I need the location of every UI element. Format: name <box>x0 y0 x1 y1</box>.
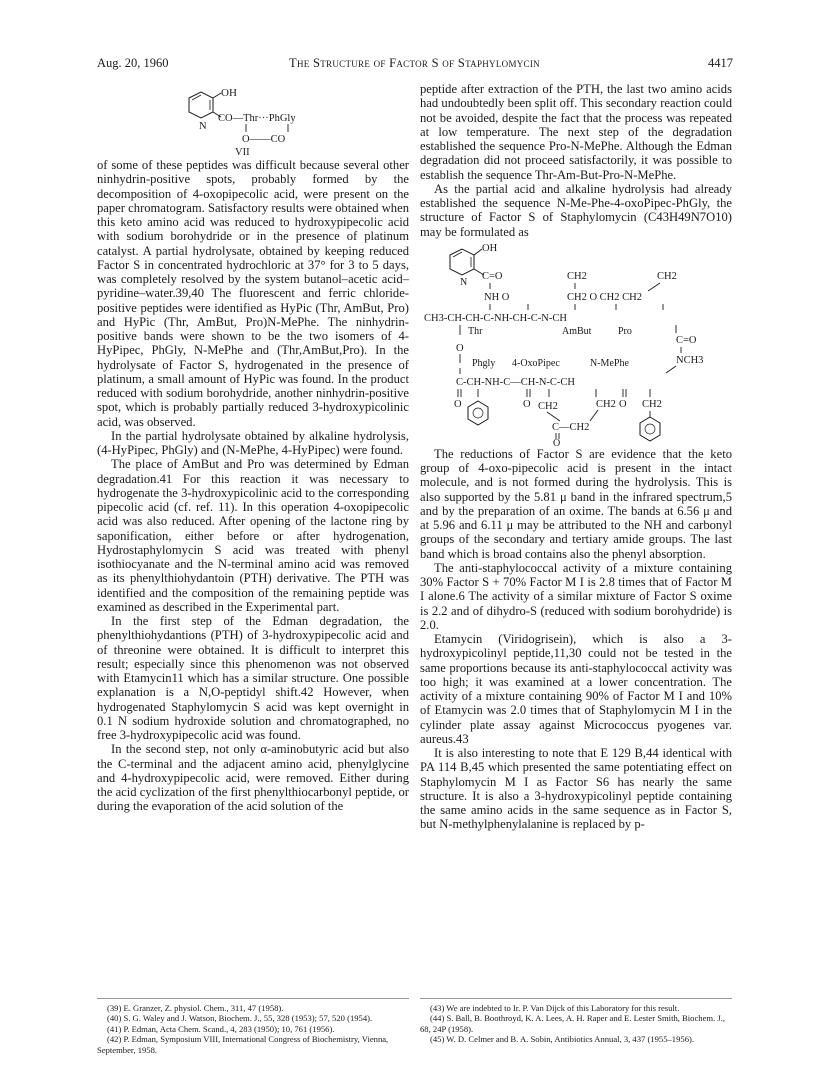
fig-vii-oh: OH <box>221 87 237 99</box>
fig-vii-n: N <box>199 121 207 132</box>
footnote-42: (42) P. Edman, Symposium VIII, International Congress of Biochemistry, Vienna, September, 1958. <box>97 1034 389 1055</box>
footnote-39: (39) E. Granzer, Z. physiol. Chem., 311, 47 (1958). <box>107 1003 284 1013</box>
struct-thr: Thr <box>468 325 483 337</box>
struct-nch3: NCH3 <box>676 354 704 366</box>
left-paragraph-3: The place of AmBut and Pro was determined by Edman degradation.41 For this reaction it was necessary to hydrogenate the 3-hydroxypicolinic acid to the corresponding pipecolic acid (cf. ref. 11). In this operation 4-oxopipecolic acid was also reduced. After opening of the lactone ring by saponification, either before or after hydrogenation, Hydrostaphylomycin S acid was treated with phenyl isothiocyanate and the N-terminal amino acid was removed as its phenylthiohydantoin (PTH) derivative. The PTH was identified and the composition of the remaining peptide was examined as described in the Experimental part. <box>97 457 409 614</box>
fig-vii-label: VII <box>235 147 250 158</box>
right-paragraph-5: Etamycin (Viridogrisein), which is also a 3-hydroxypicolinyl peptide,11,30 could not be tested in the same proportions because its anti-staphylococcal activity was too high; it was examined at a lower concentration. The activity of a mixture containing 90% of Factor M I and 10% of Etamycin was 2.0 times that of Staphylomycin M I in the cylinder plate assay against Micrococcus pyogenes var. aureus.43 <box>420 632 732 746</box>
struct-phgly: Phgly <box>472 357 496 369</box>
struct-c-eq-o-right: C=O <box>676 334 697 346</box>
struct-c-ch2: C—CH2 <box>552 421 590 433</box>
struct-ch2-b: CH2 <box>657 270 677 282</box>
struct-o-mid: O <box>619 398 627 410</box>
struct-ch2-a: CH2 <box>567 270 587 282</box>
fig-vii-chain: CO—Thr···PhGly <box>218 113 296 124</box>
footnotes-right <box>420 1003 732 1045</box>
struct-ch2-d: CH2 <box>596 398 616 410</box>
struct-pro: Pro <box>618 325 632 337</box>
fig-vii-ring-bottom: O——CO <box>242 134 286 145</box>
factor-s-structure <box>420 239 732 447</box>
right-paragraph-2: As the partial acid and alkaline hydrolysis had already established the sequence N-Me-Phe-4-oxoPipec-PhGly, the structure of Factor S of Staphylomycin (C43H49N7O10) may be formulated as <box>420 181 732 239</box>
left-paragraph-1: of some of these peptides was difficult because several other ninhydrin-positive spots, probably formed by the decomposition of 4-oxopipecolic acid, were present on the paper chromatogram. Satisfactory results were obtained when this keto amino acid was reduced to hydroxypipecolic acid with sodium borohydride or in the presence of platinum catalyst. A partial hydrolysate, obtained by keeping reduced Factor S in concentrated hydrochloric at 37° for 3 to 5 days, was completely resolved by the system butanol–acetic acid–pyridine–water.39,40 The fluorescent and ferric chloride-positive peptides were identified as HyPic (Thr, AmBut, Pro) and HyPic (Thr, AmBut, Pro)N-MePhe. The ninhydrin-positive bands were shown to be the two isomers of 4-HyPipec, PhGly, N-MePhe and (Thr,AmBut,Pro). In the hydrolysate of Factor S, hydrogenated in the presence of platinum, a small amount of HyPic was found. In the product reduced with sodium borohydride, another ninhydrin-positive spot, which is probably partially reduced 3-hydroxypicolinic acid, was observed. <box>97 158 409 429</box>
struct-nmephe: N-MePhe <box>590 357 629 369</box>
footnotes-left <box>97 1003 409 1055</box>
footnote-rule-right <box>420 998 732 999</box>
left-paragraph-5: In the second step, not only α-aminobutyric acid but also the C-terminal and the adjacent amino acid, phenylglycine and 4-hydroxypipecolic acid, were removed. Either during the acid cyclization of the first phenylthiocarbonyl peptide, or during the evaporation of the acid solution of the <box>97 742 409 814</box>
footnote-44: (44) S. Ball, B. Boothroyd, K. A. Lees, A. H. Raper and E. Lester Smith, Biochem. J., 68, 24P (1958). <box>420 1013 726 1034</box>
struct-ch2-o-ch2: CH2 O CH2 CH2 <box>567 291 642 303</box>
struct-main-chain: CH3-CH-CH-C-NH-CH-C-N-CH <box>424 312 567 324</box>
struct-ch2-e: CH2 <box>642 398 662 410</box>
header-date: Aug. 20, 1960 <box>97 56 169 70</box>
right-paragraph-1: peptide after extraction of the PTH, the last two amino acids had undoubtedly been split off. This secondary reaction could not be avoided, despite the fact that the process was repeated at low temperature. The next step of the degradation established the sequence Pro-N-MePhe. Although the Edman degradation did not proceed satisfactorily, it was possible to establish the sequence Thr-Am-But-Pro-N-MePhe. <box>420 82 732 182</box>
struct-lower-chain: C-CH-NH-C—CH-N-C-CH <box>456 376 575 388</box>
struct-o-final: O <box>553 437 561 447</box>
page-number: 4417 <box>708 56 733 70</box>
factor-s-structure-drawing <box>420 239 732 447</box>
figure-vii <box>97 82 409 158</box>
struct-c-eq-o-top: C=O <box>482 270 503 282</box>
struct-ch2-c: CH2 <box>538 400 558 412</box>
footnote-40: (40) S. G. Waley and J. Watson, Biochem. J., 55, 328 (1953); 57, 520 (1954). <box>107 1013 373 1024</box>
footnote-43: (43) We are indebted to Ir. P. Van Dijck of this Laboratory for this result. <box>430 1003 680 1013</box>
struct-o-ch2: O <box>523 398 531 410</box>
right-paragraph-6: It is also interesting to note that E 129 B,44 identical with PA 114 B,45 which presented the same potentiating effect on Staphylomycin M I as Factor S6 has nearly the same structure. It is also a 3-hydroxypicolinyl peptide containing the same amino acids in the same sequence as in Factor S, but N-methylphenylalanine is replaced by p- <box>420 746 732 832</box>
struct-ambut: AmBut <box>562 325 592 337</box>
struct-oh: OH <box>482 242 498 254</box>
footnote-41: (41) P. Edman, Acta Chem. Scand., 4, 283 (1950); 10, 761 (1956). <box>107 1023 335 1034</box>
footnote-rule-left <box>97 998 409 999</box>
struct-n: N <box>460 276 468 288</box>
struct-oxopipec: 4-OxoPipec <box>512 357 560 369</box>
left-column <box>97 82 409 814</box>
struct-o-bottom-left: O <box>454 398 462 410</box>
footnote-45: (45) W. D. Celmer and B. A. Sobin, Antibiotics Annual, 3, 437 (1955–1956). <box>430 1034 695 1045</box>
figure-vii-drawing <box>97 82 409 158</box>
left-paragraph-2: In the partial hydrolysate obtained by alkaline hydrolysis, (4-HyPipec, PhGly) and (N-MePhe, 4-HyPipec) were found. <box>97 428 409 457</box>
left-paragraph-4: In the first step of the Edman degradation, the phenylthiohydantions (PTH) of 3-hydroxypipecolic acid and of threonine were obtained. It is difficult to interpret this result; especially since this phenomenon was not observed with Etamycin11 which has a similar structure. One possible explanation is a N,O-peptidyl shift.42 However, when hydrogenated Staphylomycin S acid was kept overnight in 0.1 N sodium hydroxide solution and chromatographed, no free 3-hydroxypipecolic acid was found. <box>97 614 409 742</box>
right-paragraph-4: The anti-staphylococcal activity of a mixture containing 30% Factor S + 70% Factor M I is 2.8 times that of Factor M I alone.6 The activity of a similar mixture of Factor S oxime is 2.2 and of dihydro-S (reduced with sodium borohydride) is 2.0. <box>420 560 732 632</box>
right-paragraph-3: The reductions of Factor S are evidence that the keto group of 4-oxo-pipecolic acid is present in the intact molecule, and is not formed during the hydrolysis. This is also supported by the 5.81 μ band in the infrared spectrum,5 and by the preparation of an oxime. The bands at 6.56 μ and at 5.96 and 6.11 μ may be attributed to the NH and carbonyl groups of the secondary and tertiary amide groups. The last band which is broad contains also the phenyl absorption. <box>420 446 732 561</box>
struct-o-left: O <box>456 342 464 354</box>
header-title: The Structure of Factor S of Staphylomycin <box>289 56 540 70</box>
right-column <box>420 82 732 832</box>
struct-nh-o: NH O <box>484 291 510 303</box>
